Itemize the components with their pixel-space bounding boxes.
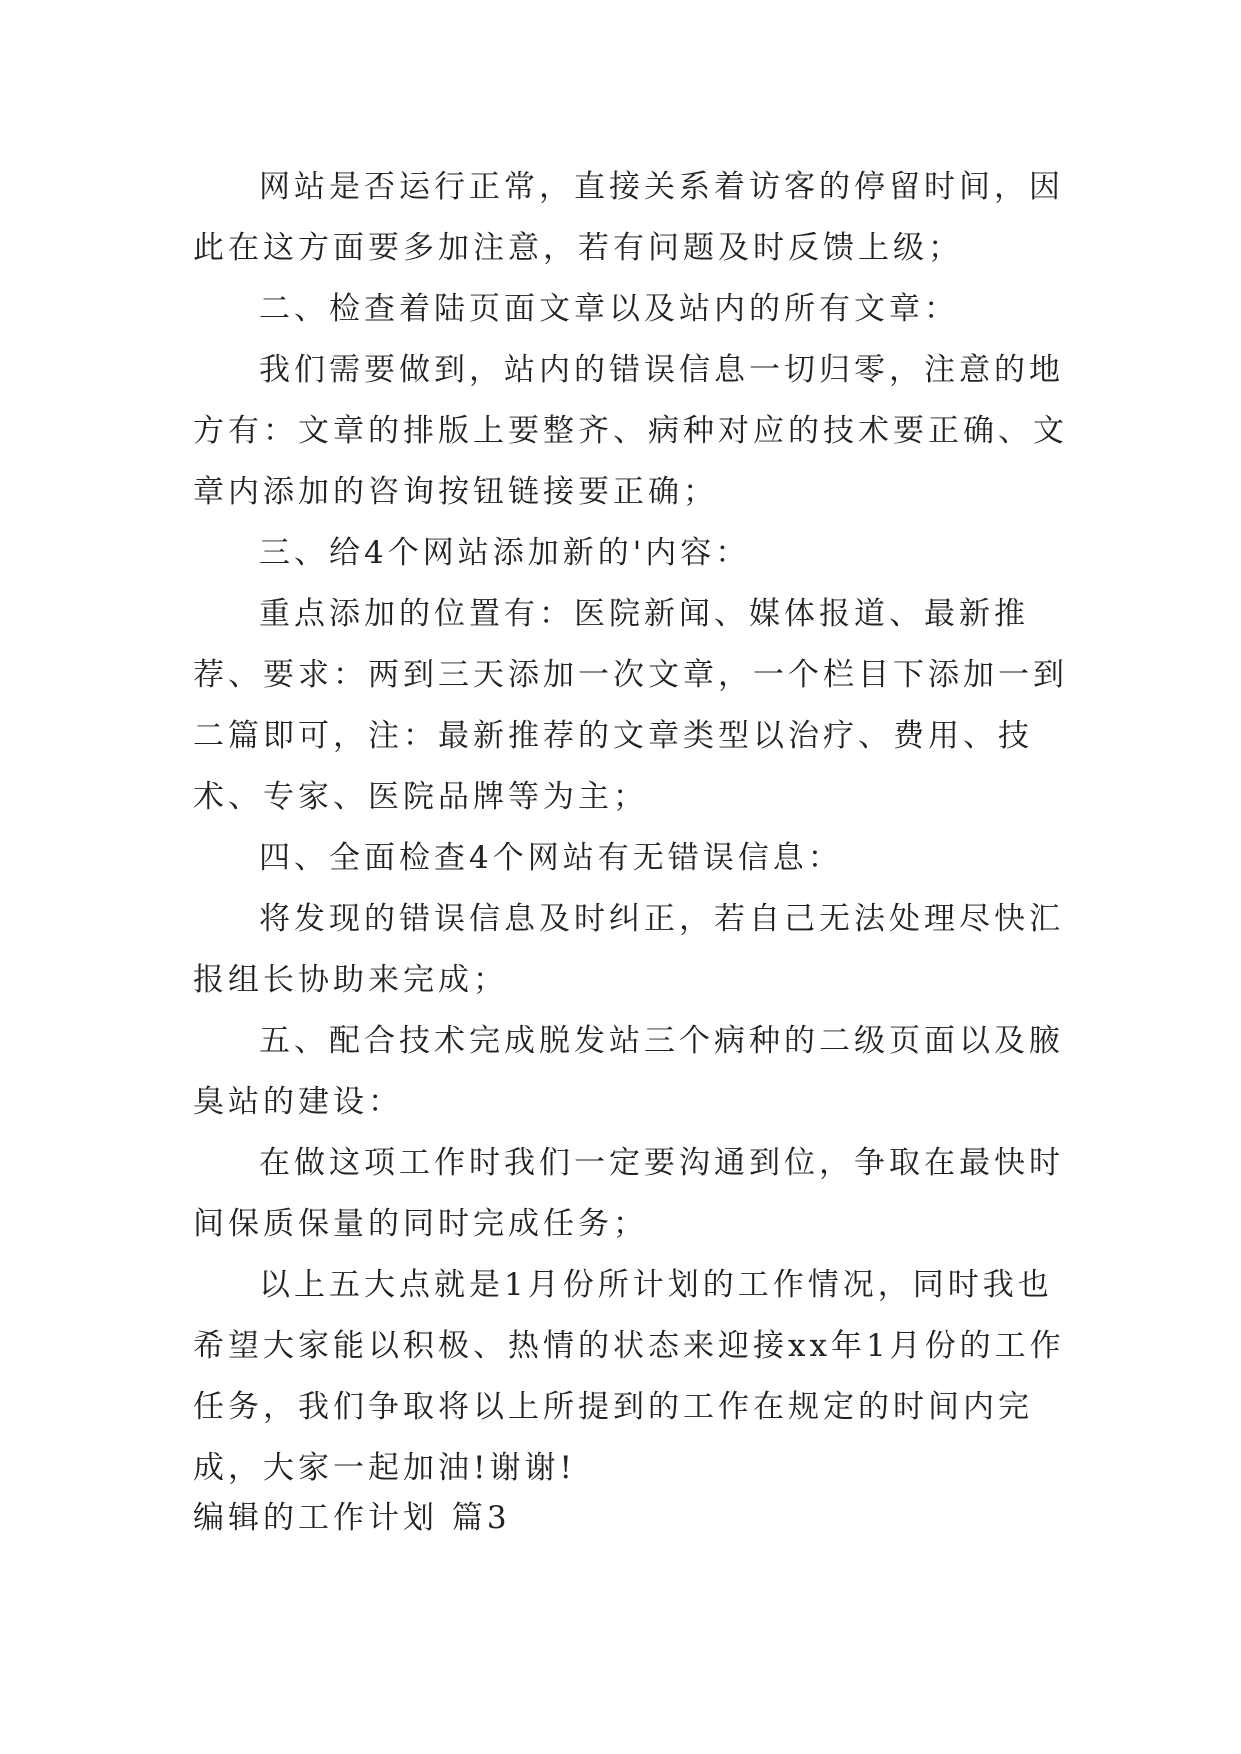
paragraph-heading: 二、检查着陆页面文章以及站内的所有文章： (259, 291, 959, 327)
section-title: 编辑的工作计划 篇3 (193, 1500, 511, 1536)
document-body (193, 157, 1073, 1499)
paragraph: 重点添加的位置有：医院新闻、媒体报道、最新推荐、要求：两到三天添加一次文章，一个栏目下添加一到二篇即可，注：最新推荐的文章类型以治疗、费用、技术、专家、医院品牌等为主； (193, 596, 1068, 815)
paragraph: 在做这项工作时我们一定要沟通到位，争取在最快时间保质保量的同时完成任务； (193, 1145, 1064, 1242)
paragraph: 网站是否运行正常，直接关系着访客的停留时间，因此在这方面要多加注意，若有问题及时反馈上级； (193, 169, 1064, 266)
paragraph-heading: 四、全面检查4个网站有无错误信息： (259, 840, 843, 876)
paragraph-heading: 三、给4个网站添加新的'内容： (259, 535, 751, 571)
paragraph: 我们需要做到，站内的错误信息一切归零，注意的地方有：文章的排版上要整齐、病种对应的技术要正确、文章内添加的咨询按钮链接要正确； (193, 352, 1068, 510)
paragraph-heading: 五、配合技术完成脱发站三个病种的二级页面以及腋臭站的建设： (193, 1023, 1064, 1120)
paragraph: 将发现的错误信息及时纠正，若自己无法处理尽快汇报组长协助来完成； (193, 901, 1064, 998)
paragraph: 以上五大点就是1月份所计划的工作情况，同时我也希望大家能以积极、热情的状态来迎接xx年1月份的工作任务，我们争取将以上所提到的工作在规定的时间内完成，大家一起加油!谢谢! (193, 1267, 1065, 1486)
